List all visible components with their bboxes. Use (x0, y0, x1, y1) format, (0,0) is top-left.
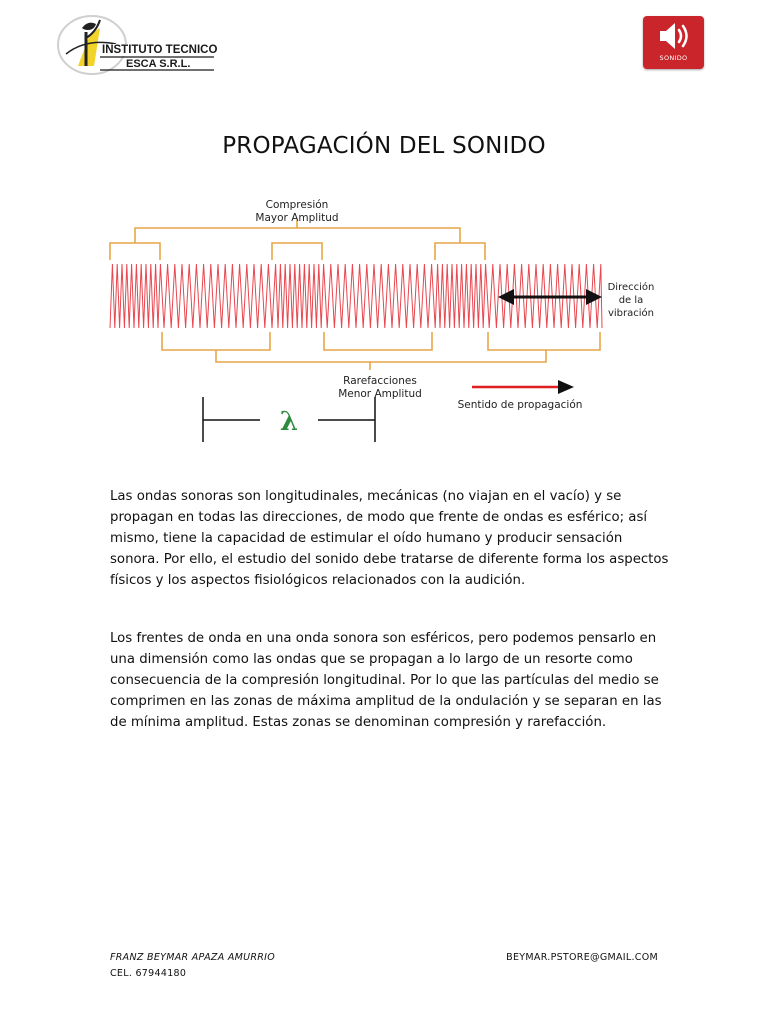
rarefaction-label-1: Rarefacciones (343, 375, 417, 387)
sound-button[interactable] (643, 16, 704, 69)
footer-right (506, 950, 658, 966)
footer-left (110, 950, 275, 982)
propagation-arrow (472, 380, 574, 394)
vibration-direction-arrow (498, 289, 602, 305)
direction-label-2: de la (618, 295, 644, 306)
lambda-symbol: λ (279, 407, 299, 437)
propagation-label: Sentido de propagación (457, 399, 583, 411)
footer-email[interactable]: BEYMAR.PSTORE@GMAIL.COM (506, 952, 658, 963)
page-title: PROPAGACIÓN DEL SONIDO (222, 133, 546, 160)
speaker-icon (657, 21, 691, 51)
direction-label-1: Dirección (607, 282, 655, 293)
direction-label-3: vibración (607, 308, 655, 319)
compression-label-2: Mayor Amplitud (255, 212, 339, 224)
footer-author: FRANZ BEYMAR APAZA AMURRIO (110, 952, 276, 963)
rarefaction-brackets (162, 332, 600, 370)
footer-phone: CEL. 67944180 (110, 968, 187, 979)
compression-brackets (110, 220, 485, 260)
logo-line1: INSTITUTO TECNICO (102, 44, 218, 56)
sound-wave-diagram (100, 190, 670, 455)
institute-logo (56, 14, 218, 76)
paragraph-2: Los frentes de onda en una onda sonora son esféricos, pero podemos pensarlo en una dimensión como las ondas que se propagan a lo largo de un resorte como consecuencia de la compresión longitudinal. Por lo que las partículas del medio se comprimen en las zonas de máxima amplitud de la ondulación y se separan en las de mínima amplitud. Estas zonas se denominan compresión y rarefacción. (110, 631, 662, 730)
sound-label: SONIDO (659, 54, 688, 62)
rarefaction-label-2: Menor Amplitud (338, 388, 422, 400)
paragraph-1: Las ondas sonoras son longitudinales, mecánicas (no viajan en el vacío) y se propagan en todas las direcciones, de modo que frente de ondas es esférico; así mismo, tiene la capacidad de estimular el oído humano y producir sensación sonora. Por ello, el estudio del sonido debe tratarse de diferente forma los aspectos físicos y los aspectos fisiológicos relacionados con la audición. (110, 489, 669, 588)
logo-line2: ESCA S.R.L. (126, 58, 191, 70)
compression-label-1: Compresión (265, 199, 329, 211)
